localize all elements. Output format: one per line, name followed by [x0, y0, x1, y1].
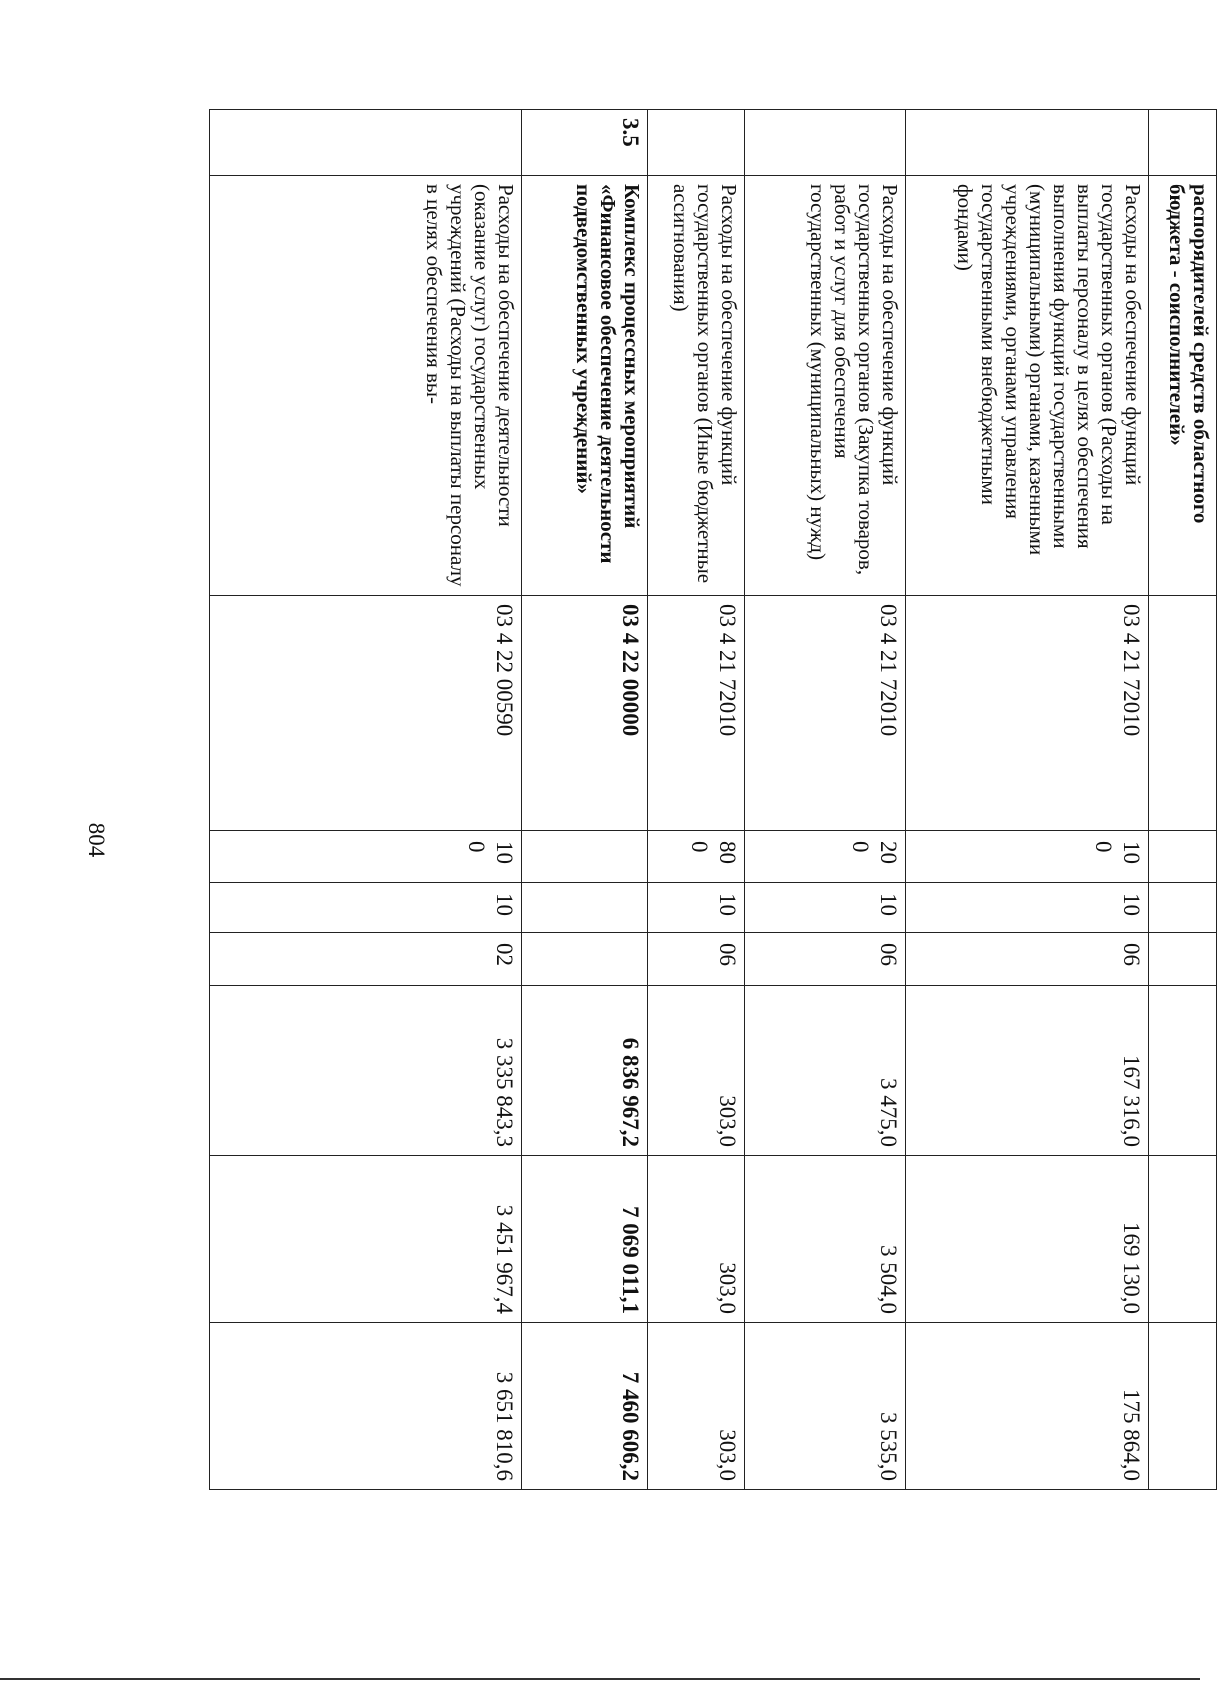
row-name: Расходы на обеспечение функций государственных органов (Иные бюджетные ассигнования) [648, 176, 745, 596]
row-name: распорядителей средств областного бюджета - соисполнителей» [1149, 176, 1217, 596]
row-vr: 800 [648, 831, 745, 883]
row-value-3: 3 651 810,6 [210, 1323, 522, 1490]
row-value-2: 7 069 011,1 [522, 1156, 648, 1323]
row-value-1: 303,0 [648, 986, 745, 1156]
row-code: 03 4 22 00000 [522, 596, 648, 831]
row-value-1: 167 316,0 [906, 986, 1149, 1156]
row-code: 03 4 21 72010 [906, 596, 1149, 831]
budget-table-rotator [209, 109, 1217, 1489]
row-value-3: 175 864,0 [906, 1323, 1149, 1490]
row-value-1: 3 335 843,3 [210, 986, 522, 1156]
row-value-3: 7 460 606,2 [522, 1323, 648, 1490]
row-name: Расходы на обеспечение функций государственных органов (Закупка товаров, работ и услуг для обеспечения государственных (муниципальных) нужд) [745, 176, 906, 596]
row-value-1 [1149, 986, 1217, 1156]
row-rz [1149, 883, 1217, 933]
row-value-2: 169 130,0 [906, 1156, 1149, 1323]
page-bottom-rule [0, 1678, 1200, 1680]
row-name: Расходы на обеспечение функций государственных органов (Расходы на выплаты персоналу в целях обеспечения выполнения функций государственными (муниципальными) органами, казенными учреждениями, органами управления государственными внебюджетными фондами) [906, 176, 1149, 596]
row-rz: 10 [906, 883, 1149, 933]
table-row [648, 110, 745, 1490]
row-index [1149, 110, 1217, 176]
table-row [522, 110, 648, 1490]
row-pr [522, 933, 648, 986]
row-code: 03 4 21 72010 [648, 596, 745, 831]
row-value-3: 303,0 [648, 1323, 745, 1490]
row-value-3: 3 535,0 [745, 1323, 906, 1490]
row-value-2: 303,0 [648, 1156, 745, 1323]
row-code: 03 4 22 00590 [210, 596, 522, 831]
row-rz [522, 883, 648, 933]
row-code: 03 4 21 72010 [745, 596, 906, 831]
row-name: Расходы на обеспечение деятельности (оказание услуг) государственных учреждений (Расходы на выплаты персоналу в целях обеспечения вы- [210, 176, 522, 596]
table-row [906, 110, 1149, 1490]
row-value-1: 6 836 967,2 [522, 986, 648, 1156]
row-value-2: 3 451 967,4 [210, 1156, 522, 1323]
row-pr [1149, 933, 1217, 986]
row-pr: 06 [648, 933, 745, 986]
row-rz: 10 [648, 883, 745, 933]
budget-table-frame [209, 109, 1217, 1489]
row-vr: 100 [906, 831, 1149, 883]
row-pr: 06 [906, 933, 1149, 986]
row-code [1149, 596, 1217, 831]
row-name: Комплекс процессных мероприятий «Финансовое обеспечение деятельности подведомственных учреждений» [522, 176, 648, 596]
row-index [745, 110, 906, 176]
row-value-2: 3 504,0 [745, 1156, 906, 1323]
row-index [648, 110, 745, 176]
row-vr: 200 [745, 831, 906, 883]
table-row [1149, 110, 1217, 1490]
page-number: 804 [84, 822, 109, 858]
row-value-1: 3 475,0 [745, 986, 906, 1156]
row-pr: 06 [745, 933, 906, 986]
table-row [745, 110, 906, 1490]
row-vr: 100 [210, 831, 522, 883]
row-rz: 10 [745, 883, 906, 933]
row-value-3 [1149, 1323, 1217, 1490]
row-rz: 10 [210, 883, 522, 933]
row-vr [1149, 831, 1217, 883]
row-value-2 [1149, 1156, 1217, 1323]
budget-table [209, 109, 1217, 1490]
row-index [906, 110, 1149, 176]
row-index: 3.5 [522, 110, 648, 176]
table-row [210, 110, 522, 1490]
row-index [210, 110, 522, 176]
row-vr [522, 831, 648, 883]
row-pr: 02 [210, 933, 522, 986]
